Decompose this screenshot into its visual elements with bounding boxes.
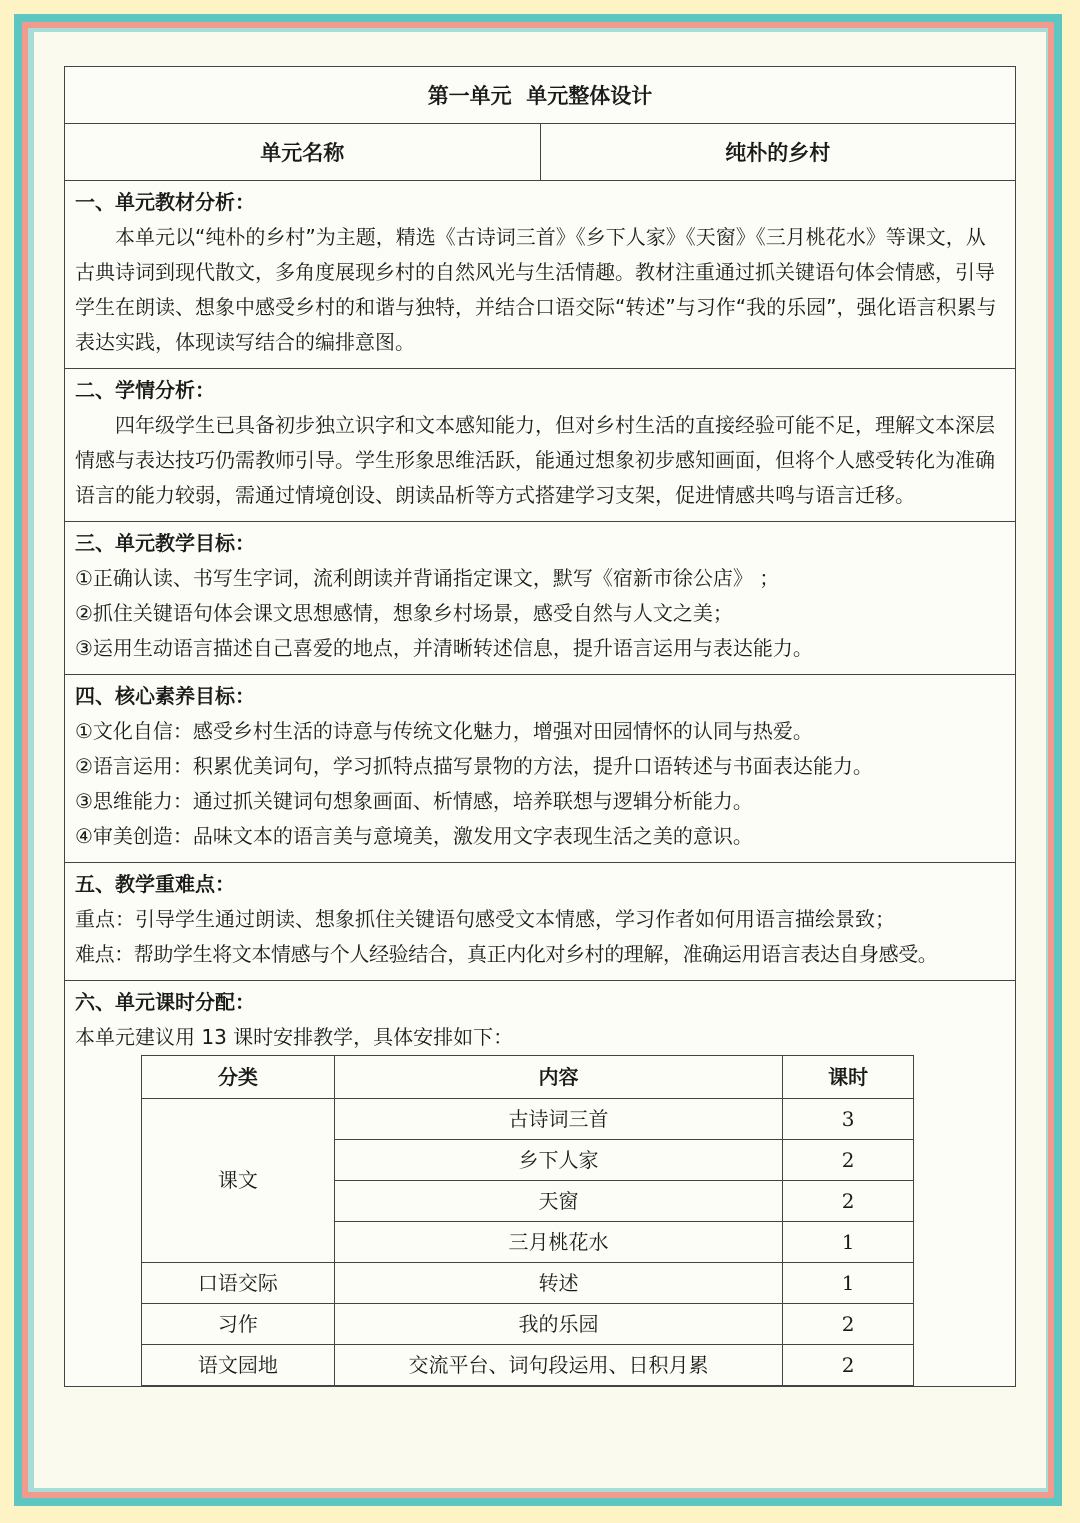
content-cell: 乡下人家 — [334, 1140, 782, 1181]
section-heading: 三、单元教学目标： — [75, 531, 255, 555]
content-cell: 我的乐园 — [334, 1304, 782, 1345]
goal-line: ①正确认读、书写生字词，流利朗读并背诵指定课文，默写《宿新市徐公店》 ； — [75, 566, 780, 590]
hours-cell: 2 — [783, 1345, 914, 1386]
hours-cell: 2 — [783, 1304, 914, 1345]
hours-cell: 1 — [783, 1263, 914, 1304]
unit-name-value: 纯朴的乡村 — [725, 141, 831, 165]
content-cell: 交流平台、词句段运用、日积月累 — [334, 1345, 782, 1386]
hours-cell: 2 — [783, 1181, 914, 1222]
category-cell: 语文园地 — [142, 1345, 335, 1386]
content-cell: 转述 — [334, 1263, 782, 1304]
difficulty-line: 难点：帮助学生将文本情感与个人经验结合，真正内化对乡村的理解，准确运用语言表达自身感受。 — [75, 942, 938, 966]
category-cell: 习作 — [142, 1304, 335, 1345]
section-material-analysis — [65, 181, 1015, 369]
section-student-analysis — [65, 369, 1015, 522]
header-category: 分类 — [142, 1056, 335, 1099]
section-body: 本单元以“纯朴的乡村”为主题，精选《古诗词三首》《乡下人家》《天窗》《三月桃花水》等课文，从古典诗词到现代散文，多角度展现乡村的自然风光与生活情趣。教材注重通过抓关键语句体会情感，引导学生在朗读、想象中感受乡村的和谐与独特，并结合口语交际“转述”与习作“我的乐园”，强化语言积累与表达实践，体现读写结合的编排意图。 — [75, 225, 997, 354]
table-header-row — [142, 1056, 914, 1099]
allocation-table — [141, 1055, 914, 1386]
section-key-difficulties — [65, 863, 1015, 981]
table-row — [142, 1345, 914, 1386]
section-teaching-goals — [65, 522, 1015, 675]
literacy-line: ②语言运用：积累优美词句，学习抓特点描写景物的方法，提升口语转述与书面表达能力。 — [75, 754, 873, 778]
goal-line: ③运用生动语言描述自己喜爱的地点，并清晰转述信息，提升语言运用与表达能力。 — [75, 636, 813, 660]
page-title: 第一单元 单元整体设计 — [65, 67, 1015, 124]
section-heading: 一、单元教材分析： — [75, 190, 255, 214]
section-core-literacy — [65, 675, 1015, 863]
header-content: 内容 — [334, 1056, 782, 1099]
goal-line: ②抓住关键语句体会课文思想感情，想象乡村场景，感受自然与人文之美； — [75, 601, 733, 625]
literacy-line: ①文化自信：感受乡村生活的诗意与传统文化魅力，增强对田园情怀的认同与热爱。 — [75, 719, 813, 743]
content-cell: 天窗 — [334, 1181, 782, 1222]
section-heading: 六、单元课时分配： — [75, 990, 255, 1014]
literacy-line: ③思维能力：通过抓关键词句想象画面、析情感，培养联想与逻辑分析能力。 — [75, 789, 753, 813]
hours-cell: 3 — [783, 1099, 914, 1140]
content-cell: 三月桃花水 — [334, 1222, 782, 1263]
table-row — [142, 1263, 914, 1304]
unit-name-label: 单元名称 — [65, 124, 541, 180]
hours-cell: 2 — [783, 1140, 914, 1181]
section-heading: 五、教学重难点： — [75, 872, 235, 896]
unit-design-sheet — [64, 66, 1016, 1387]
content-cell: 古诗词三首 — [334, 1099, 782, 1140]
category-cell: 课文 — [142, 1099, 335, 1263]
unit-name-row — [65, 124, 1015, 181]
hours-cell: 1 — [783, 1222, 914, 1263]
allocation-intro: 本单元建议用 13 课时安排教学，具体安排如下： — [75, 1025, 514, 1049]
section-hour-allocation — [65, 981, 1015, 1387]
category-cell: 口语交际 — [142, 1263, 335, 1304]
header-hours: 课时 — [783, 1056, 914, 1099]
key-point-line: 重点：引导学生通过朗读、想象抓住关键语句感受文本情感，学习作者如何用语言描绘景致； — [75, 907, 895, 931]
table-row — [142, 1304, 914, 1345]
section-heading: 二、学情分析： — [75, 378, 215, 402]
section-heading: 四、核心素养目标： — [75, 684, 255, 708]
literacy-line: ④审美创造：品味文本的语言美与意境美，激发用文字表现生活之美的意识。 — [75, 824, 753, 848]
table-row — [142, 1099, 914, 1140]
section-body: 四年级学生已具备初步独立识字和文本感知能力，但对乡村生活的直接经验可能不足，理解文本深层情感与表达技巧仍需教师引导。学生形象思维活跃，能通过想象初步感知画面，但将个人感受转化为准确语言的能力较弱，需通过情境创设、朗读品析等方式搭建学习支架，促进情感共鸣与语言迁移。 — [75, 413, 995, 507]
